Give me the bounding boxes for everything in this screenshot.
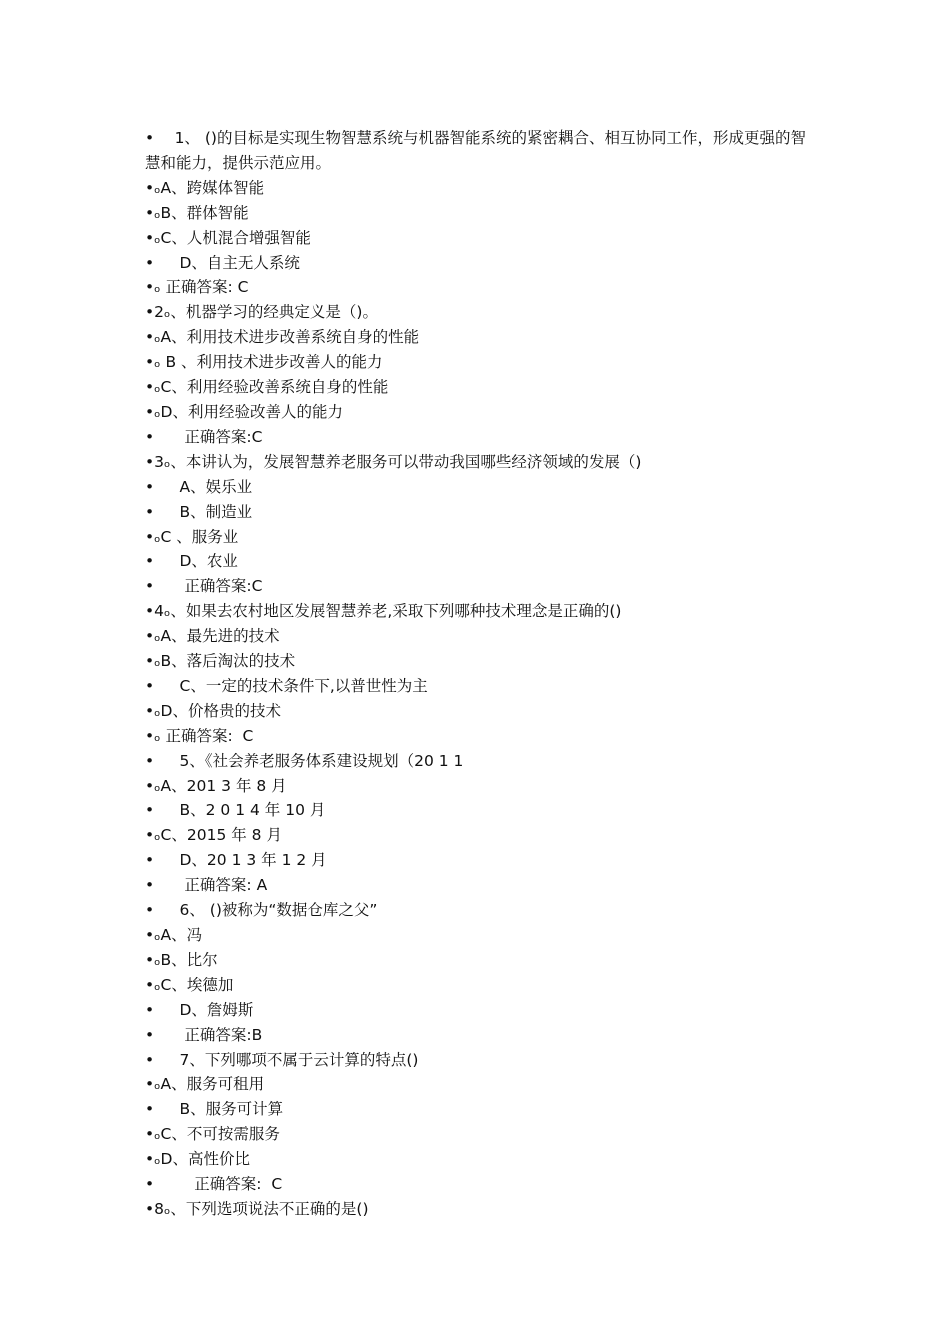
question-5-option-a: •ₒA、201 3 年 8 月	[145, 776, 287, 795]
question-5-option-b: • B、2 0 1 4 年 10 月	[145, 801, 326, 820]
question-1-option-c: •ₒC、人机混合增强智能	[145, 228, 311, 247]
question-3-option-c: •ₒC 、服务业	[145, 527, 239, 546]
question-7-option-b: • B、服务可计算	[145, 1100, 284, 1119]
question-6-option-b: •ₒB、比尔	[145, 950, 218, 969]
question-2-option-b: •ₒ B 、利用技术进步改善人的能力	[145, 353, 383, 372]
question-5-option-c: •ₒC、2015 年 8 月	[145, 826, 282, 845]
question-8-text: •8ₒ、下列选项说法不正确的是()	[145, 1199, 369, 1218]
question-1-option-a: •ₒA、跨媒体智能	[145, 178, 265, 197]
question-3-option-d: • D、农业	[145, 552, 238, 571]
question-4-text: •4ₒ、如果去农村地区发展智慧养老,采取下列哪种技术理念是正确的()	[145, 602, 622, 621]
question-6-text: • 6、 ()被称为“数据仓库之父”	[145, 901, 378, 920]
question-3-text: •3ₒ、本讲认为，发展智慧养老服务可以带动我国哪些经济领域的发展（)	[145, 452, 642, 471]
question-2-text: •2ₒ、机器学习的经典定义是（)。	[145, 303, 378, 322]
question-7-answer: • 正确答案: C	[145, 1175, 283, 1194]
question-1-answer: •ₒ 正确答案: C	[145, 278, 249, 297]
question-3-answer: • 正确答案:C	[145, 577, 263, 596]
question-4-answer: •ₒ 正确答案: C	[145, 726, 254, 745]
question-5-answer: • 正确答案: A	[145, 876, 268, 895]
question-6-option-c: •ₒC、埃德加	[145, 975, 234, 994]
question-7-text: • 7、下列哪项不属于云计算的特点()	[145, 1050, 419, 1069]
question-1-option-b: •ₒB、群体智能	[145, 203, 249, 222]
question-4-option-b: •ₒB、落后淘汰的技术	[145, 652, 296, 671]
question-2-answer: • 正确答案:C	[145, 427, 263, 446]
question-6-option-a: •ₒA、冯	[145, 926, 203, 944]
question-3-option-a: • A、娱乐业	[145, 477, 253, 496]
question-7-option-d: •ₒD、高性价比	[145, 1150, 250, 1169]
question-2-option-a: •ₒA、利用技术进步改善系统自身的性能	[145, 328, 420, 347]
question-3-option-b: • B、制造业	[145, 502, 253, 521]
question-1-text: • 1、 ()的目标是实现生物智慧系统与机器智能系统的紧密耦合、相互协同工作，形成更强的智慧和能力，提供示范应用。	[145, 129, 806, 172]
question-2-option-d: •ₒD、利用经验改善人的能力	[145, 402, 343, 421]
question-4-option-a: •ₒA、最先进的技术	[145, 627, 280, 646]
question-4-option-d: •ₒD、价格贵的技术	[145, 701, 281, 720]
question-5-text: • 5、《社会养老服务体系建设规划（20 1 1	[145, 751, 464, 770]
question-7-option-a: •ₒA、服务可租用	[145, 1075, 265, 1094]
question-1-option-d: • D、自主无人系统	[145, 253, 300, 272]
question-2-option-c: •ₒC、利用经验改善系统自身的性能	[145, 378, 389, 397]
question-6-option-d: • D、詹姆斯	[145, 1000, 254, 1019]
question-6-answer: • 正确答案:B	[145, 1025, 263, 1044]
question-5-option-d: • D、20 1 3 年 1 2 月	[145, 851, 327, 870]
question-7-option-c: •ₒC、不可按需服务	[145, 1125, 280, 1144]
quiz-content	[145, 126, 815, 1222]
question-4-option-c: • C、一定的技术条件下,以普世性为主	[145, 676, 428, 695]
